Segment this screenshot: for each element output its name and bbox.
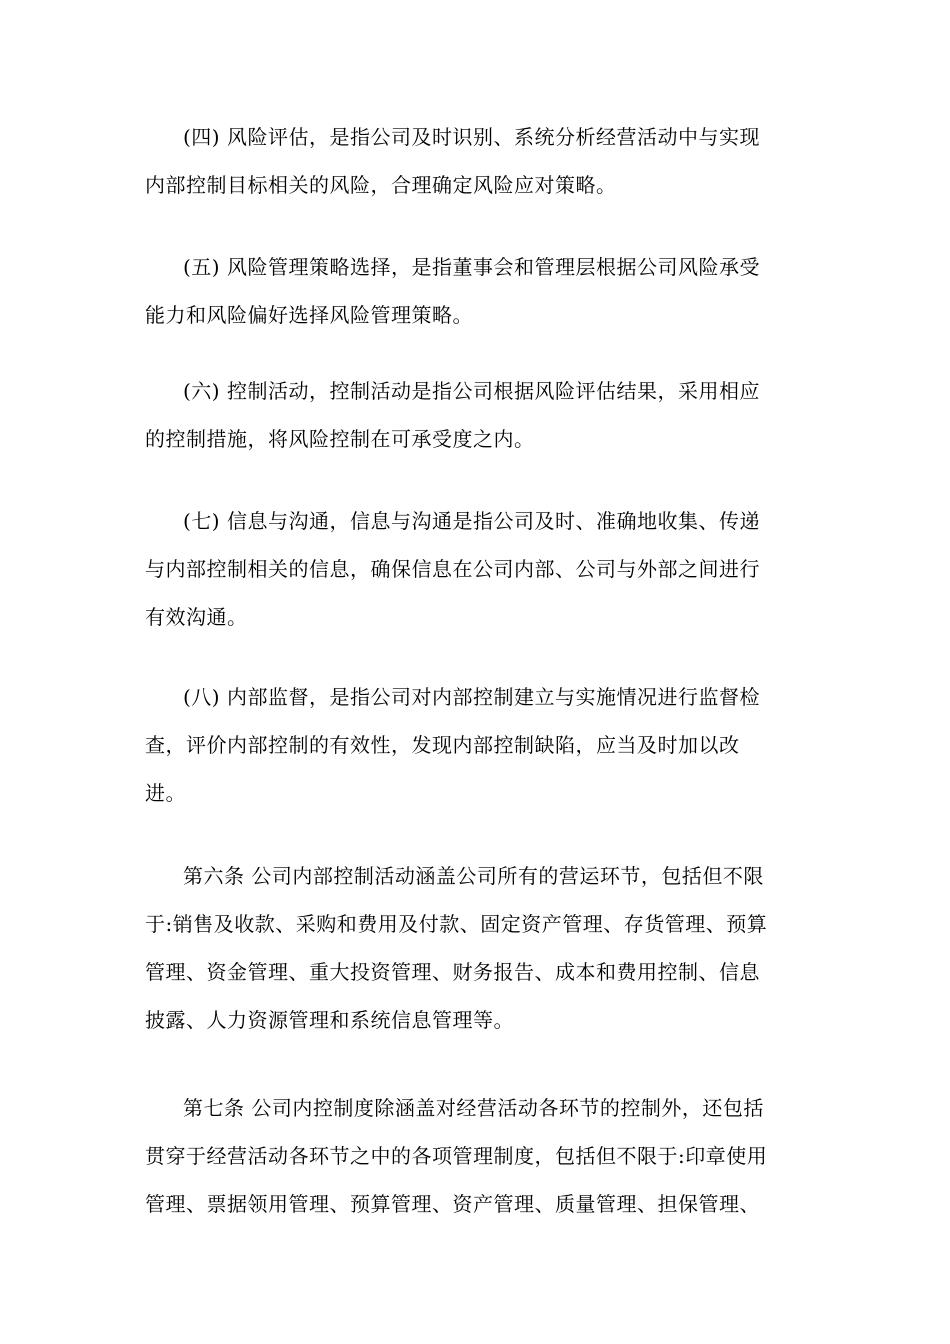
paragraph-line: (五) 风险管理策略选择，是指董事会和管理层根据公司风险承受 [183, 255, 760, 279]
paragraph-article-7 [145, 1084, 805, 1228]
paragraph-article-6 [145, 852, 805, 1044]
paragraph-item-6 [145, 367, 805, 463]
paragraph-item-7 [145, 497, 805, 641]
paragraph-line: (四) 风险评估，是指公司及时识别、系统分析经营活动中与实现 [183, 125, 760, 149]
paragraph-line: 管理、票据领用管理、预算管理、资产管理、质量管理、担保管理、 [145, 1192, 760, 1216]
paragraph-line: 能力和风险偏好选择风险管理策略。 [145, 303, 473, 327]
paragraph-line: 内部控制目标相关的风险，合理确定风险应对策略。 [145, 173, 617, 197]
paragraph-line: 第六条 公司内部控制活动涵盖公司所有的营运环节，包括但不限 [183, 864, 764, 888]
paragraph-line: (七) 信息与沟通，信息与沟通是指公司及时、准确地收集、传递 [183, 509, 760, 533]
paragraph-line: 的控制措施，将风险控制在可承受度之内。 [145, 427, 535, 451]
paragraph-line: (八) 内部监督，是指公司对内部控制建立与实施情况进行监督检 [183, 685, 760, 709]
paragraph-line: 第七条 公司内控制度除涵盖对经营活动各环节的控制外，还包括 [183, 1096, 764, 1120]
paragraph-line: 披露、人力资源管理和系统信息管理等。 [145, 1008, 514, 1032]
paragraph-line: 贯穿于经营活动各环节之中的各项管理制度，包括但不限于:印章使用 [145, 1144, 768, 1168]
paragraph-line: 查，评价内部控制的有效性，发现内部控制缺陷，应当及时加以改 [145, 733, 740, 757]
paragraph-item-4 [145, 113, 805, 209]
paragraph-line: 有效沟通。 [145, 605, 248, 629]
paragraph-line: 管理、资金管理、重大投资管理、财务报告、成本和费用控制、信息 [145, 960, 760, 984]
paragraph-line: (六) 控制活动，控制活动是指公司根据风险评估结果，采用相应 [183, 379, 760, 403]
paragraph-item-5 [145, 243, 805, 339]
paragraph-item-8 [145, 673, 805, 817]
paragraph-line: 于:销售及收款、采购和费用及付款、固定资产管理、存货管理、预算 [145, 912, 768, 936]
paragraph-line: 与内部控制相关的信息，确保信息在公司内部、公司与外部之间进行 [145, 557, 760, 581]
paragraph-line: 进。 [145, 781, 186, 805]
